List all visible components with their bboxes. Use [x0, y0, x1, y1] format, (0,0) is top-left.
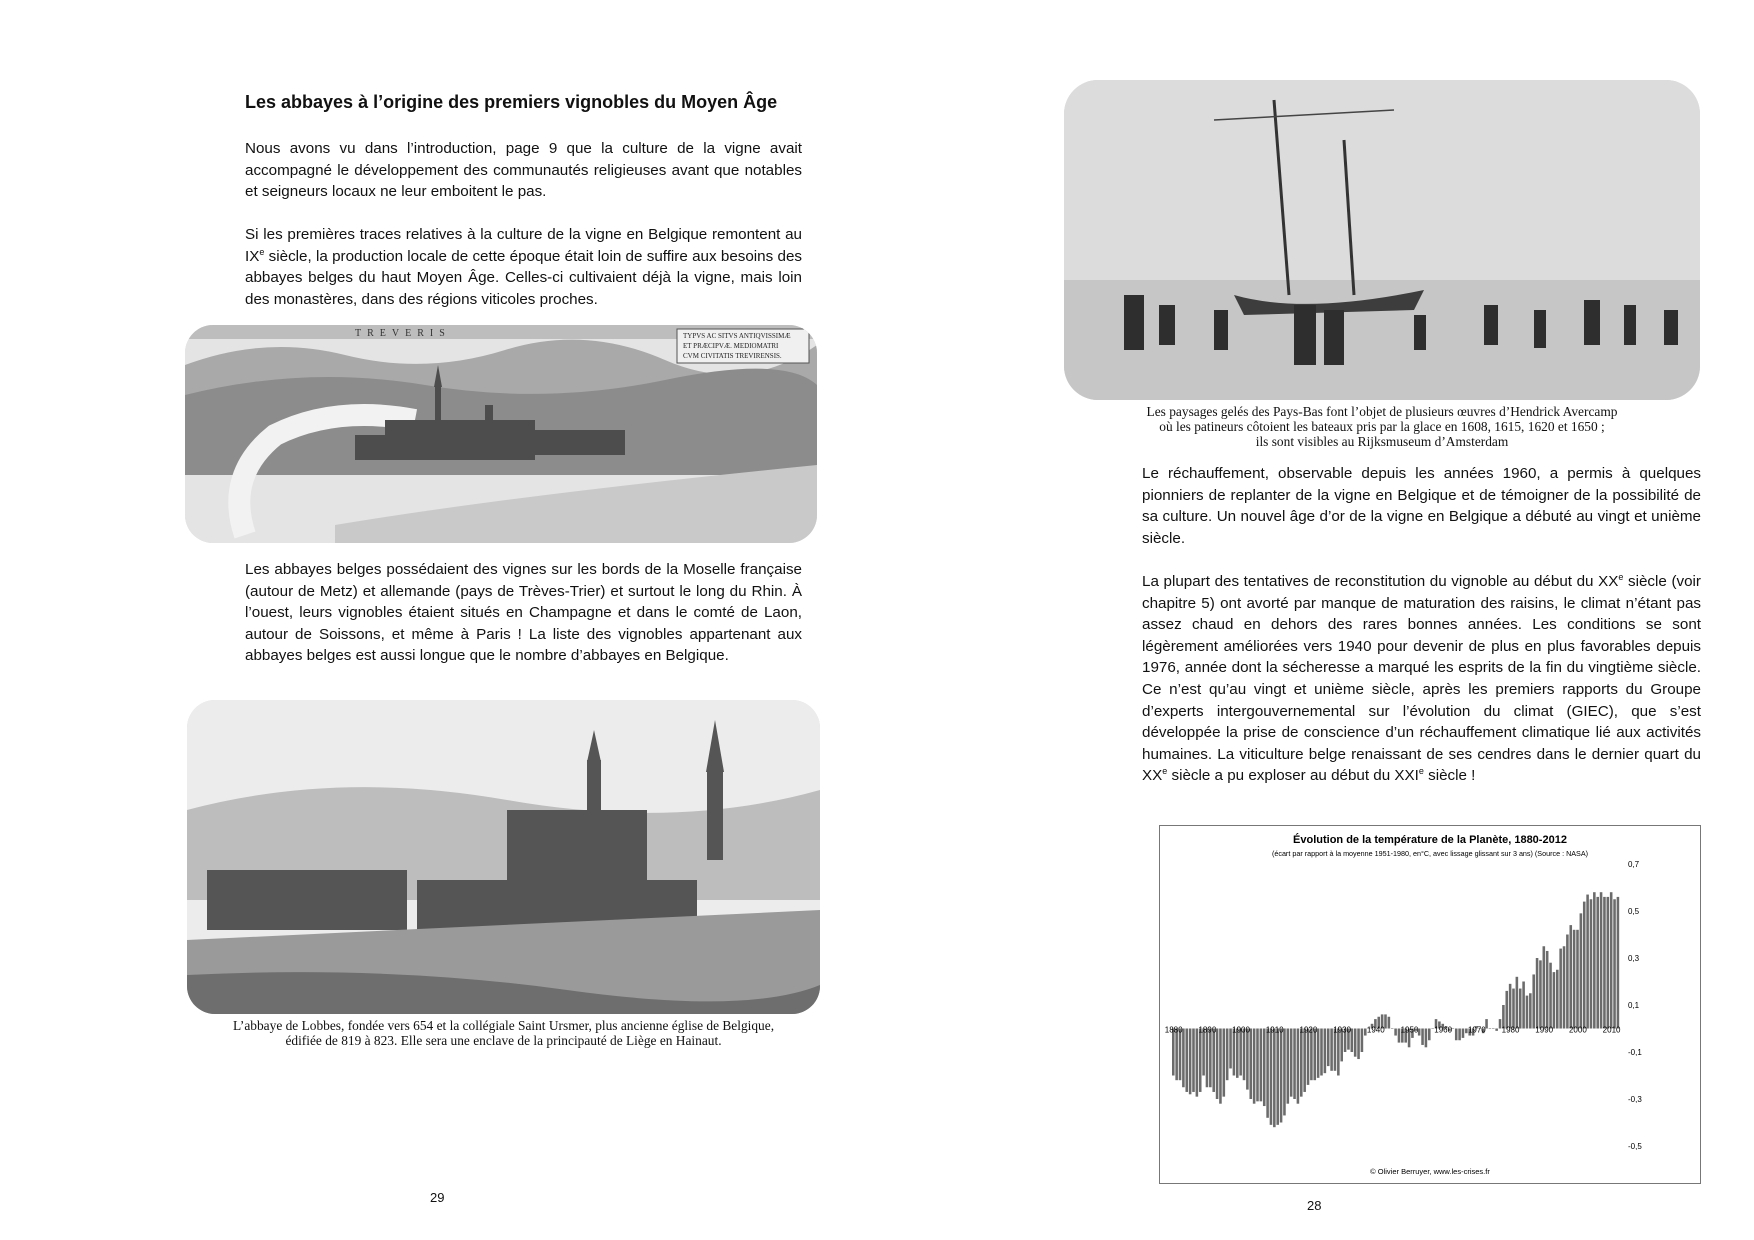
chart-bar	[1394, 1029, 1397, 1036]
chart-bar	[1263, 1029, 1266, 1107]
chart-bar	[1317, 1029, 1320, 1078]
chart-bar	[1590, 899, 1593, 1028]
chart-x-tick-label: 1880	[1164, 1025, 1183, 1035]
chart-bar	[1607, 897, 1610, 1029]
chart-y-tick-label: -0,3	[1628, 1095, 1642, 1104]
chart-bar	[1334, 1029, 1337, 1071]
chart-bar	[1199, 1029, 1202, 1092]
chart-bar	[1313, 1029, 1316, 1081]
chart-bar	[1233, 1029, 1236, 1076]
chart-bar	[1239, 1029, 1242, 1076]
text-run: siècle a pu exploser au début du XXI	[1167, 767, 1419, 785]
chart-x-tick-label: 1920	[1299, 1025, 1318, 1035]
chart-bar	[1310, 1029, 1313, 1081]
chart-bar	[1391, 1029, 1394, 1030]
chart-bar	[1563, 946, 1566, 1028]
chart-bar	[1243, 1029, 1246, 1081]
paragraph-intro: Nous avons vu dans l’introduction, page 9 que la culture de la vigne avait accompagné le développement des communautés religieuses avant que notables et seigneurs locaux ne leur emboitent le pas.	[245, 140, 802, 201]
chart-bar	[1583, 902, 1586, 1029]
chart-bar	[1179, 1029, 1182, 1081]
chart-bar	[1580, 913, 1583, 1028]
caption-line: L’abbaye de Lobbes, fondée vers 654 et la collégiale Saint Ursmer, plus ancienne église de Belgique,	[232, 1018, 775, 1033]
chart-bar	[1495, 1029, 1498, 1031]
chart-x-ticks	[1165, 1026, 1621, 1035]
chart-bar	[1337, 1029, 1340, 1076]
chart-bar	[1522, 982, 1525, 1029]
avercamp-caption	[1064, 404, 1700, 449]
chart-bar	[1327, 1029, 1330, 1067]
chart-bar	[1428, 1029, 1431, 1041]
chart-bar	[1509, 984, 1512, 1029]
chart-bar	[1532, 974, 1535, 1028]
chart-bar	[1489, 1029, 1492, 1030]
caption-line: où les patineurs côtoient les bateaux pris par la glace en 1608, 1615, 1620 et 1650 ;	[1159, 419, 1605, 434]
chart-bar	[1293, 1029, 1296, 1100]
chart-x-tick-label: 2010	[1602, 1025, 1621, 1035]
text-run: La plupart des tentatives de reconstitution du vignoble au début du XX	[1142, 573, 1619, 590]
chart-x-tick-label: 1970	[1467, 1025, 1486, 1035]
chart-bar	[1586, 895, 1589, 1029]
chart-bar	[1576, 930, 1579, 1029]
chart-bar	[1209, 1029, 1212, 1088]
chart-bar	[1297, 1029, 1300, 1104]
chart-bar	[1324, 1029, 1327, 1074]
chart-bar	[1290, 1029, 1293, 1097]
chart-bar	[1196, 1029, 1199, 1097]
chart-bar	[1536, 958, 1539, 1029]
avercamp-painting	[1064, 80, 1700, 400]
chart-bar	[1559, 949, 1562, 1029]
chart-bar	[1270, 1029, 1273, 1125]
chart-bar	[1223, 1029, 1226, 1097]
paragraph-reconstitution	[1142, 571, 1701, 787]
chart-bar	[1617, 897, 1620, 1029]
chart-bar	[1556, 970, 1559, 1029]
chart-bar	[1246, 1029, 1249, 1090]
chart-bar	[1462, 1029, 1465, 1038]
chart-x-tick-label: 1990	[1535, 1025, 1554, 1035]
chart-bar	[1236, 1029, 1239, 1078]
chart-bar	[1283, 1029, 1286, 1116]
chart-bar	[1357, 1029, 1360, 1060]
chart-bar	[1566, 935, 1569, 1029]
chart-bar	[1303, 1029, 1306, 1092]
chart-bar	[1256, 1029, 1259, 1102]
trier-engraving-drawing	[185, 325, 817, 543]
chart-bar	[1276, 1029, 1279, 1125]
chart-bar	[1189, 1029, 1192, 1095]
chart-bar	[1603, 897, 1606, 1029]
chart-bar	[1549, 963, 1552, 1029]
chart-bar	[1185, 1029, 1188, 1092]
superscript: e	[1418, 766, 1424, 777]
chart-bar	[1273, 1029, 1276, 1128]
cartouche-line: CVM CIVITATIS TREVIRENSIS.	[683, 352, 782, 360]
chart-bar	[1593, 892, 1596, 1028]
chart-x-tick-label: 1960	[1434, 1025, 1453, 1035]
chart-bar	[1458, 1029, 1461, 1041]
text-run: siècle (voir chapitre 5) ont avorté par manque de maturation des raisins, le climat n’étant pas assez chaud en dehors des rares bonnes années. Les conditions se sont légèrement améliorées vers 1940 pour devenir de plus en plus favorables depuis 1976, année dont la sécheresse a marqué les esprits de la fin du vingtième siècle. Ce n’est qu’au vingt et unième siècle, après les premiers rapports du Groupe d’experts intergouvernemental sur l’évolution du climat (GIEC), que s’est développée la prise de conscience d’un réchauffement climatique lié aux activités humaines. La viticulture belge renaissant de ses cendres dans le dernier quart du XX	[1142, 573, 1701, 785]
cartouche-line: ET PRÆCIPVÆ. MEDIOMATRI	[683, 342, 779, 350]
caption-line: ils sont visibles au Rijksmuseum d’Amsterdam	[1255, 434, 1509, 449]
lobbes-abbey-engraving	[187, 700, 820, 1014]
chart-bar	[1280, 1029, 1283, 1123]
chart-bar	[1546, 951, 1549, 1029]
chart-bar	[1253, 1029, 1256, 1104]
lobbes-abbey-drawing	[187, 700, 820, 1014]
chart-y-ticks	[1628, 860, 1642, 1151]
paragraph-warming: Le réchauffement, observable depuis les années 1960, a permis à quelques pionniers de replanter de la vigne en Belgique et de témoigner de la possibilité de sa culture. Un nouvel âge d’or de la vigne en Belgique a débuté au vingt et unième siècle.	[1142, 465, 1701, 547]
chart-x-tick-label: 1890	[1198, 1025, 1217, 1035]
chart-bar	[1516, 977, 1519, 1029]
chart-bar	[1388, 1017, 1391, 1029]
chart-title: Évolution de la température de la Planète, 1880-2012	[1293, 834, 1567, 846]
chart-bar	[1519, 989, 1522, 1029]
chart-bar	[1192, 1029, 1195, 1092]
chart-x-tick-label: 1910	[1265, 1025, 1284, 1035]
chart-bar	[1573, 930, 1576, 1029]
chart-bar	[1212, 1029, 1215, 1092]
chart-bar	[1553, 972, 1556, 1028]
chart-bar	[1219, 1029, 1222, 1104]
superscript: e	[1618, 571, 1624, 582]
chart-bar	[1307, 1029, 1310, 1085]
text-run: siècle !	[1423, 767, 1476, 785]
chart-bar	[1300, 1029, 1303, 1097]
avercamp-painting-drawing	[1064, 80, 1700, 400]
temperature-chart	[1159, 825, 1701, 1184]
chart-bar	[1600, 892, 1603, 1028]
chart-bar	[1421, 1029, 1424, 1045]
chart-x-tick-label: 1930	[1333, 1025, 1352, 1035]
chart-credit: © Olivier Berruyer, www.les-crises.fr	[1370, 1167, 1490, 1176]
caption-line: édifiée de 819 à 823. Elle sera une enclave de la principauté de Liège en Hainaut.	[285, 1033, 722, 1048]
chart-bar	[1287, 1029, 1290, 1104]
chart-bar	[1596, 897, 1599, 1029]
section-heading: Les abbayes à l’origine des premiers vignobles du Moyen Âge	[245, 92, 778, 112]
chart-bar	[1505, 991, 1508, 1029]
trier-engraving	[185, 325, 817, 543]
chart-y-tick-label: 0,7	[1628, 860, 1640, 869]
chart-bar	[1320, 1029, 1323, 1076]
chart-bar	[1425, 1029, 1428, 1048]
chart-x-tick-label: 1980	[1501, 1025, 1520, 1035]
chart-bar	[1512, 989, 1515, 1029]
chart-bar	[1226, 1029, 1229, 1081]
page-number-left: 29	[430, 1190, 445, 1205]
chart-bar	[1492, 1029, 1495, 1030]
superscript: e	[1162, 766, 1168, 777]
chart-bar	[1569, 925, 1572, 1028]
chart-bar	[1526, 996, 1529, 1029]
chart-bar	[1455, 1029, 1458, 1041]
page-number-right: 28	[1307, 1198, 1322, 1213]
chart-bar	[1529, 993, 1532, 1028]
chart-bar	[1354, 1029, 1357, 1057]
chart-bar	[1206, 1029, 1209, 1088]
chart-bar	[1202, 1029, 1205, 1076]
chart-subtitle: (écart par rapport à la moyenne 1951-1980, en°C, avec lissage glissant sur 3 ans) (Source : NASA)	[1271, 849, 1589, 858]
lobbes-caption	[187, 1018, 820, 1048]
chart-x-tick-label: 1900	[1232, 1025, 1250, 1035]
chart-bar	[1172, 1029, 1175, 1076]
chart-x-tick-label: 1950	[1400, 1025, 1419, 1035]
cartouche-line: TYPVS AC SITVS ANTIQVISSIMÆ	[683, 332, 791, 340]
chart-bar	[1260, 1029, 1263, 1102]
chart-bar	[1175, 1029, 1178, 1081]
paragraph-abbey-vineyards: Les abbayes belges possédaient des vignes sur les bords de la Moselle française (autour de Metz) et allemande (pays de Trèves-Trier) et surtout le long du Rhin. À l’ouest, leurs vignobles étaient situés en Champagne et dans le comté de Laon, autour de Soissons, et même à Paris ! La liste des vignobles appartenant aux abbayes belges est aussi longue que le nombre d’abbayes en Belgique.	[245, 561, 802, 665]
chart-bar	[1216, 1029, 1219, 1100]
chart-bar	[1361, 1029, 1364, 1053]
temperature-chart-svg	[1160, 826, 1700, 1183]
chart-bar	[1613, 899, 1616, 1028]
chart-bar	[1543, 946, 1546, 1028]
chart-bars	[1172, 892, 1619, 1127]
chart-x-tick-label: 1940	[1366, 1025, 1385, 1035]
chart-y-tick-label: 0,3	[1628, 954, 1640, 963]
caption-line: Les paysages gelés des Pays-Bas font l’objet de plusieurs œuvres d’Hendrick Avercamp	[1146, 404, 1618, 419]
chart-bar	[1330, 1029, 1333, 1071]
chart-y-tick-label: 0,1	[1628, 1001, 1640, 1010]
paragraph-ix-century	[245, 224, 802, 310]
chart-y-tick-label: 0,5	[1628, 907, 1640, 916]
chart-x-tick-label: 2000	[1568, 1025, 1587, 1035]
text-run: siècle, la production locale de cette époque était loin de suffire aux besoins des abbayes belges du haut Moyen Âge. Celles-ci cultivaient déjà la vigne, mais loin des monastères, dans des régions viticoles proches.	[245, 247, 802, 308]
chart-bar	[1610, 892, 1613, 1028]
text-run: Si les premières traces relatives à la culture de la vigne en Belgique remontent au IX	[245, 226, 802, 265]
chart-y-tick-label: -0,1	[1628, 1048, 1642, 1057]
chart-bar	[1266, 1029, 1269, 1118]
chart-y-tick-label: -0,5	[1628, 1142, 1642, 1151]
chart-bar	[1182, 1029, 1185, 1088]
superscript: e	[259, 246, 265, 257]
chart-bar	[1539, 960, 1542, 1028]
chart-bar	[1249, 1029, 1252, 1100]
engraving-banner-text: TREVERIS	[355, 328, 451, 339]
